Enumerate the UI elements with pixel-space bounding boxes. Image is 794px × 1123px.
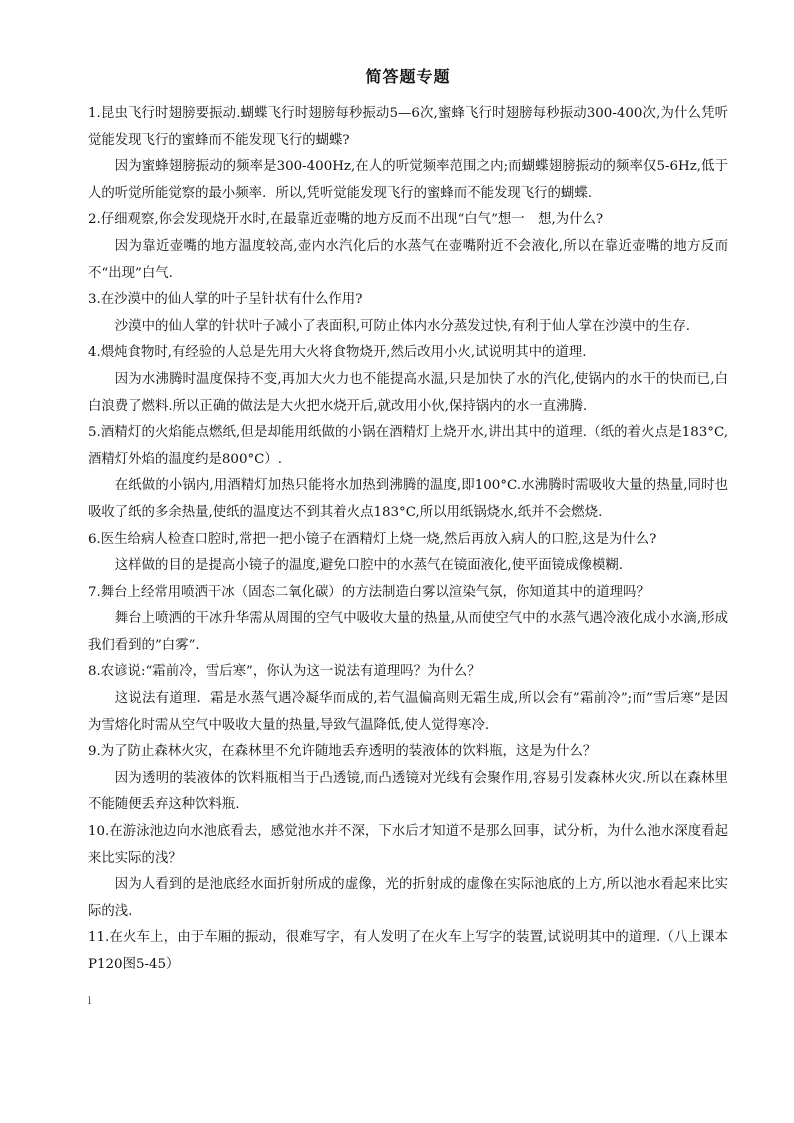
question-item-2 (88, 207, 728, 287)
document-title: 简答题专题 (365, 67, 451, 86)
question-text: 3.在沙漠中的仙人掌的叶子呈针状有什么作用? (88, 292, 363, 308)
answer-text: 因为人看到的是池底经水面折射所成的虚像，光的折射成的虚像在实际池底的上方,所以池水看起来比实际的浅. (88, 877, 728, 919)
question-text: 10.在游泳池边向水池底看去，感觉池水并不深，下水后才知道不是那么回事，试分析，为什么池水深度看起来比实际的浅？ (88, 824, 728, 866)
document-page (88, 64, 728, 979)
question-text: 2.仔细观察,你会发现烧开水时,在最靠近壶嘴的地方反而不出现“白气”想一 想,为什么? (88, 212, 604, 228)
answer-text: 因为靠近壶嘴的地方温度较高,壶内水汽化后的水蒸气在壶嘴附近不会液化,所以在靠近壶嘴的地方反而不“出现”白气. (88, 238, 728, 281)
answer-text: 这样做的目的是提高小镜子的温度,避免口腔中的水蒸气在镜面液化,使平面镜成像模糊. (114, 558, 624, 574)
question-item-4 (88, 340, 728, 420)
answer-text: 这说法有道理．霜是水蒸气遇冷凝华而成的,若气温偏高则无霜生成,所以会有”霜前冷”;而”雪后寒”是因为雪熔化时需从空气中吸收大量的热量,导致气温降低,使人觉得寒冷. (88, 691, 728, 733)
question-text: 9.为了防止森林火灾，在森林里不允许随地丢弃透明的装液体的饮料瓶，这是为什么？ (88, 744, 597, 760)
answer-text: 因为水沸腾时温度保持不变,再加大火力也不能提高水温,只是加快了水的汽化,使锅内的水干的快而已,白白浪费了燃料.所以正确的做法是大火把水烧开后,就改用小伙,保持锅内的水一直沸腾. (88, 371, 728, 414)
question-item-9 (88, 739, 728, 819)
question-item-3 (88, 287, 728, 340)
question-item-5 (88, 420, 728, 526)
question-text: 4.煨炖食物时,有经验的人总是先用大火将食物烧开,然后改用小火,试说明其中的道理. (88, 345, 587, 361)
answer-text: 在纸做的小锅内,用酒精灯加热只能将水加热到沸腾的温度,即100°C.水沸腾时需吸收大量的热量,同时也吸收了纸的多余热量,使纸的温度达不到其着火点183°C,所以用纸锅烧水,纸并不会燃烧. (88, 478, 728, 520)
question-item-7 (88, 580, 728, 660)
question-item-10 (88, 819, 728, 925)
question-text: 5.酒精灯的火焰能点燃纸,但是却能用纸做的小锅在酒精灯上烧开水,讲出其中的道理.（纸的着火点是183°C,酒精灯外焰的温度约是800°C）. (88, 425, 728, 467)
question-item-1 (88, 101, 728, 207)
question-item-6 (88, 527, 728, 580)
question-text: 11.在火车上，由于车厢的振动，很难写字，有人发明了在火车上写字的装置,试说明其中的道理.（八上课本P120图5-45） (88, 930, 728, 972)
question-text: 7.舞台上经常用喷洒干冰（固态二氧化碳）的方法制造白雾以渲染气氛，你知道其中的道理吗？ (88, 584, 650, 600)
question-text: 1.昆虫飞行时翅膀要振动.蝴蝶飞行时翅膀每秒振动5—6次,蜜蜂飞行时翅膀每秒振动300-400次,为什么凭听觉能发现飞行的蜜蜂而不能发现飞行的蝴蝶? (88, 106, 728, 148)
question-item-8 (88, 659, 728, 739)
question-text: 8.农谚说:“霜前冷，雪后寒”，你认为这一说法有道理吗？为什么？ (88, 664, 481, 680)
answer-text: 舞台上喷洒的干冰升华需从周围的空气中吸收大量的热量,从而使空气中的水蒸气遇冷液化成小水滴,形成我们看到的”白雾”. (88, 611, 728, 653)
answer-text: 沙漠中的仙人掌的针状叶子减小了表面积,可防止体内水分蒸发过快,有利于仙人掌在沙漠中的生存. (114, 318, 690, 334)
answer-text: 因为蜜蜂翅膀振动的频率是300-400Hz,在人的听觉频率范围之内;而蝴蝶翅膀振动的频率仅5-6Hz,低于人的听觉所能觉察的最小频率．所以,凭听觉能发现飞行的蜜蜂而不能发现飞行的蝴蝶. (88, 159, 728, 201)
question-item-11 (88, 925, 728, 978)
answer-text: 因为透明的装液体的饮料瓶相当于凸透镜,而凸透镜对光线有会聚作用,容易引发森林火灾.所以在森林里不能随便丢弃这种饮料瓶. (88, 770, 728, 813)
page-footer-mark: l (88, 996, 92, 1007)
question-text: 6.医生给病人检查口腔时,常把一把小镜子在酒精灯上烧一烧,然后再放入病人的口腔,这是为什么? (88, 531, 657, 547)
